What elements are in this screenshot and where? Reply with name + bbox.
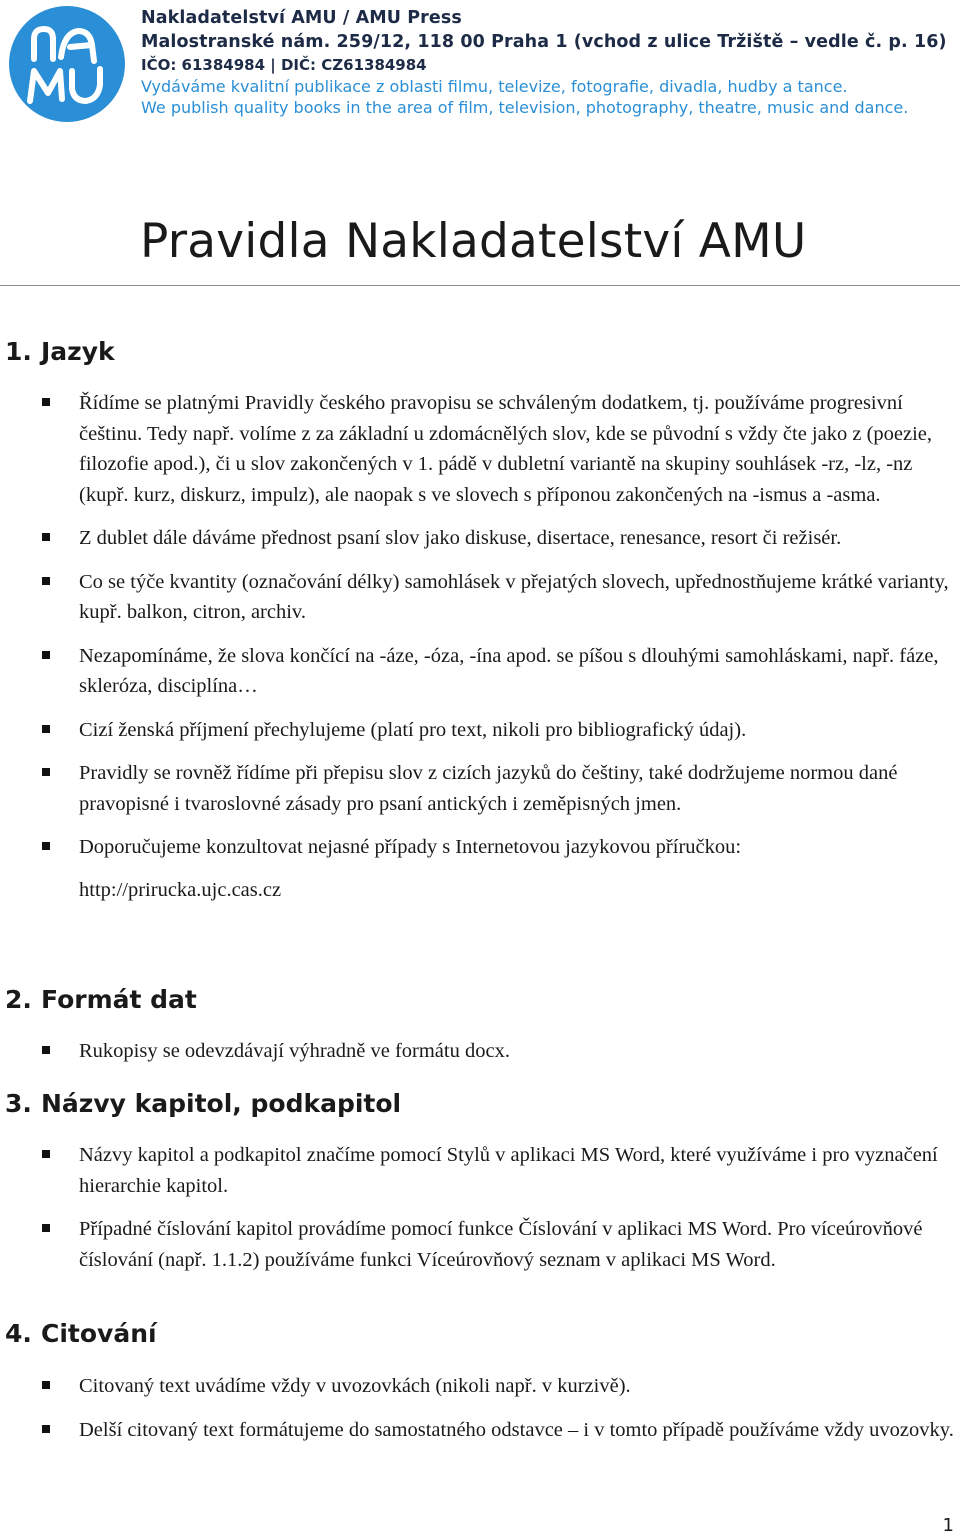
list-item	[0, 715, 960, 746]
bullet-icon	[42, 1046, 50, 1054]
list-item	[0, 641, 960, 702]
amu-logo	[8, 5, 126, 123]
prirucka-link[interactable]: http://prirucka.ujc.cas.cz	[79, 878, 282, 901]
bullet-icon	[42, 1150, 50, 1158]
list-item	[0, 523, 960, 554]
item-text: Rukopisy se odevzdávají výhradně ve formátu docx.	[79, 1040, 510, 1062]
list-item	[0, 1214, 960, 1275]
section-title: Citování	[41, 1319, 157, 1348]
section-title: Jazyk	[41, 337, 115, 366]
item-text: Citovaný text uvádíme vždy v uvozovkách (nikoli např. v kurzivě).	[79, 1375, 631, 1397]
publisher-name: Nakladatelství AMU / AMU Press	[141, 8, 462, 28]
section-heading-citovani	[5, 1319, 157, 1348]
section-heading-nazvy-kapitol	[5, 1089, 401, 1118]
tagline-en: We publish quality books in the area of film, television, photography, theatre, music and dance.	[141, 98, 909, 117]
item-text: Co se týče kvantity (označování délky) samohlásek v přejatých slovech, upřednostňujeme krátké varianty, kupř. balkon, citron, archiv.	[79, 570, 949, 623]
item-text: Řídíme se platnými Pravidly českého pravopisu se schváleným dodatkem, tj. používáme progresivní češtinu. Tedy např. volíme z za základní u zdomácnělých slov, kde se původní s vždy čte jako z (poezie, filozofie apod.), či u slov zakončených v 1. pádě v dubletní variantě na skupiny souhlásek -rz, -lz, -nz (kupř. kurz, diskurz, impulz), ale naopak s ve slovech s příponou zakončených na -ismus a -asma.	[79, 392, 933, 506]
item-text: Pravidly se rovněž řídíme při přepisu slov z cizích jazyků do češtiny, také dodržujeme normou dané pravopisné i tvaroslovné zásady pro psaní antických i zeměpisných jmen.	[79, 762, 898, 815]
document-title: Pravidla Nakladatelství AMU	[140, 214, 807, 269]
bullet-icon	[42, 842, 50, 850]
tagline-cz: Vydáváme kvalitní publikace z oblasti filmu, televize, fotografie, divadla, hudby a tance.	[141, 77, 848, 96]
item-text: Případné číslování kapitol provádíme pomocí funkce Číslování v aplikaci MS Word. Pro víceúrovňové číslování (např. 1.1.2) používáme funkci Víceúrovňový seznam v aplikaci MS Word.	[79, 1218, 923, 1271]
section-title: Formát dat	[41, 985, 197, 1014]
item-text: Delší citovaný text formátujeme do samostatného odstavce – i v tomto případě používáme vždy uvozovky.	[79, 1418, 954, 1441]
bullet-icon	[42, 651, 50, 659]
letterhead	[0, 0, 960, 130]
bullet-icon	[42, 1224, 50, 1232]
item-text: Nezapomínáme, že slova končící na -áze, -óza, -ína apod. se píšou s dlouhými samohláskami, např. fáze, skleróza, disciplína…	[79, 644, 939, 697]
list-item	[0, 1415, 960, 1446]
bullet-icon	[42, 398, 50, 406]
bullet-icon	[42, 533, 50, 541]
bullet-icon	[42, 725, 50, 733]
section-number: 1.	[5, 337, 32, 366]
list-item	[0, 388, 960, 510]
list-item	[0, 832, 960, 905]
section-list-nazvy-kapitol	[0, 1140, 960, 1288]
section-heading-jazyk	[5, 337, 115, 366]
list-item	[0, 567, 960, 628]
section-list-jazyk	[0, 388, 960, 918]
list-item	[0, 1140, 960, 1201]
section-number: 3.	[5, 1089, 32, 1118]
bullet-icon	[42, 577, 50, 585]
bullet-icon	[42, 1381, 50, 1389]
section-number: 2.	[5, 985, 32, 1014]
section-list-citovani	[0, 1371, 960, 1458]
list-item	[0, 758, 960, 819]
list-item	[0, 1371, 960, 1402]
list-item	[0, 1036, 960, 1067]
item-text: Cizí ženská příjmení přechylujeme (platí pro text, nikoli pro bibliografický údaj).	[79, 718, 747, 741]
section-heading-format-dat	[5, 985, 197, 1014]
publisher-address: Malostranské nám. 259/12, 118 00 Praha 1 (vchod z ulice Tržiště – vedle č. p. 16)	[141, 32, 947, 52]
item-text: Doporučujeme konzultovat nejasné případy s Internetovou jazykovou příručkou:	[79, 836, 742, 858]
bullet-icon	[42, 768, 50, 776]
item-text: Názvy kapitol a podkapitol značíme pomocí Stylů v aplikaci MS Word, které využíváme i pro vyznačení hierarchie kapitol.	[79, 1144, 938, 1197]
publisher-ids: IČO: 61384984 | DIČ: CZ61384984	[141, 56, 427, 74]
section-number: 4.	[5, 1319, 32, 1348]
bullet-icon	[42, 1425, 50, 1433]
section-list-format-dat	[0, 1036, 960, 1080]
title-divider	[0, 285, 960, 286]
page-number: 1	[942, 1515, 954, 1536]
section-title: Názvy kapitol, podkapitol	[41, 1089, 402, 1118]
item-text: Z dublet dále dáváme přednost psaní slov jako diskuse, disertace, renesance, resort či režisér.	[79, 527, 842, 549]
letterhead-text	[141, 6, 947, 118]
